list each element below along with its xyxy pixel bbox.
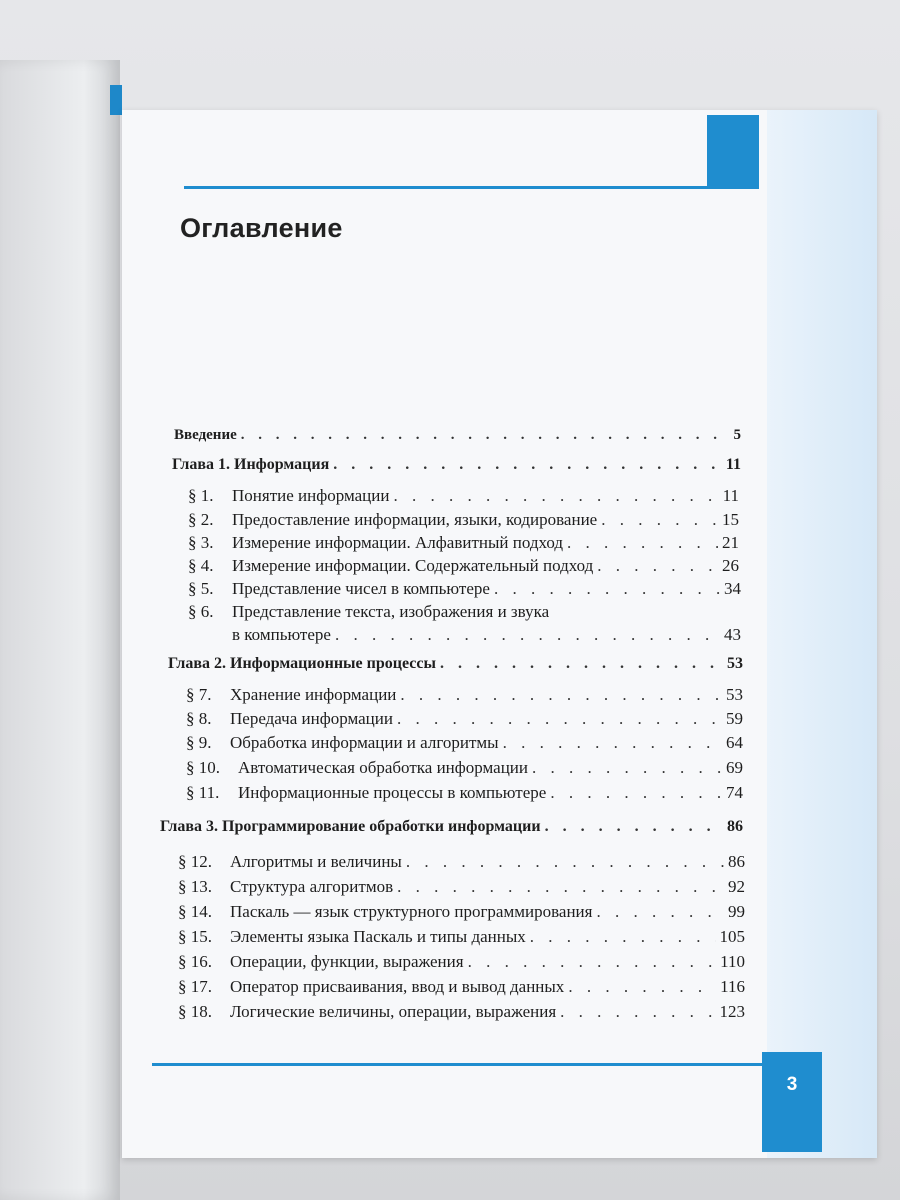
dot-leader [601, 510, 718, 530]
toc-section-continuation [232, 625, 741, 645]
dot-leader [333, 456, 722, 474]
page-number-tab [762, 1052, 822, 1152]
toc-section [178, 952, 745, 972]
toc-section [186, 733, 743, 753]
toc-entry-title: Глава 2. Информационные процессы [168, 655, 436, 672]
toc-chapter [160, 818, 743, 836]
dot-leader [596, 902, 724, 922]
dot-leader [406, 852, 724, 872]
toc-intro [174, 427, 741, 444]
toc-page-number: 15 [722, 510, 739, 529]
dot-leader [397, 709, 722, 729]
toc-section [178, 902, 745, 922]
toc-entry-title: Глава 1. Информация [172, 456, 330, 473]
table-of-contents [122, 110, 877, 1158]
toc-section-number: § 18. [178, 1002, 212, 1021]
toc-page-number: 53 [726, 685, 743, 704]
dot-leader [400, 685, 722, 705]
footer-rule [152, 1063, 782, 1066]
toc-page-number: 11 [725, 456, 741, 473]
toc-page-number: 26 [722, 556, 739, 575]
toc-entry-title: Понятие информации [232, 486, 390, 505]
page-number: 3 [786, 1074, 798, 1095]
toc-entry-title: Введение [174, 427, 237, 443]
dot-leader [397, 877, 724, 897]
toc-page-number: 105 [719, 927, 745, 946]
toc-page-number: 53 [727, 655, 743, 672]
toc-section [188, 602, 741, 622]
toc-entry-title: Элементы языка Паскаль и типы данных [230, 927, 526, 946]
toc-section [178, 977, 745, 997]
toc-page-number: 43 [724, 625, 741, 644]
toc-section-number: § 15. [178, 927, 212, 946]
dot-leader [550, 783, 722, 803]
toc-page-number: 69 [726, 758, 743, 777]
toc-section-number: § 14. [178, 902, 212, 921]
toc-section-number: § 6. [188, 602, 214, 621]
toc-entry-title: Операции, функции, выражения [230, 952, 464, 971]
toc-page-number: 64 [726, 733, 743, 752]
toc-page-number: 86 [728, 852, 745, 871]
toc-page-number: 74 [726, 783, 743, 802]
toc-section-number: § 4. [188, 556, 214, 575]
toc-section [178, 927, 745, 947]
toc-section [188, 510, 739, 530]
toc-section-number: § 2. [188, 510, 214, 529]
page-title: Оглавление [180, 213, 343, 243]
dot-leader [241, 427, 730, 444]
dot-leader [560, 1002, 715, 1022]
toc-page-number: 34 [724, 579, 741, 598]
toc-entry-title: Автоматическая обработка информации [238, 758, 528, 777]
toc-section-number: § 11. [186, 783, 220, 802]
toc-entry-title: Измерение информации. Алфавитный подход [232, 533, 564, 552]
toc-chapter [172, 456, 741, 474]
dot-leader [568, 977, 716, 997]
toc-entry-title: Передача информации [230, 709, 393, 728]
dot-leader [597, 556, 718, 576]
toc-entry-title: Алгоритмы и величины [230, 852, 402, 871]
toc-entry-title: Паскаль — язык структурного программирования [230, 902, 593, 921]
left-facing-page [0, 60, 120, 1200]
toc-page-number: 5 [733, 427, 741, 443]
toc-page-number: 123 [719, 1002, 745, 1021]
left-page-blue-edge [110, 85, 122, 115]
toc-section [186, 685, 743, 705]
toc-entry-title: Логические величины, операции, выражения [230, 1002, 557, 1021]
toc-chapter [168, 655, 743, 673]
toc-entry-title: Хранение информации [230, 685, 397, 704]
toc-section [188, 533, 739, 553]
toc-page-number: 21 [722, 533, 739, 552]
toc-entry-title: Обработка информации и алгоритмы [230, 733, 499, 752]
toc-page-number: 110 [720, 952, 745, 971]
toc-section-number: § 9. [186, 733, 212, 752]
toc-section-number: § 8. [186, 709, 212, 728]
dot-leader [494, 579, 720, 599]
toc-section [188, 486, 739, 506]
toc-section [178, 1002, 745, 1022]
dot-leader [532, 758, 722, 778]
toc-page-number: 86 [727, 818, 743, 835]
toc-entry-title: Измерение информации. Содержательный подход [232, 556, 594, 575]
toc-section-number: § 5. [188, 579, 214, 598]
toc-entry-title: Структура алгоритмов [230, 877, 394, 896]
toc-entry-title: Глава 3. Программирование обработки информации [160, 818, 541, 835]
toc-section-number: § 10. [186, 758, 220, 777]
dot-leader [503, 733, 722, 753]
toc-section-number: § 3. [188, 533, 214, 552]
toc-section [178, 852, 745, 872]
toc-section [188, 579, 741, 599]
toc-page-number: 99 [728, 902, 745, 921]
toc-section-number: § 13. [178, 877, 212, 896]
toc-section-number: § 16. [178, 952, 212, 971]
toc-section [186, 758, 743, 778]
toc-page-number: 116 [720, 977, 745, 996]
toc-section [188, 556, 739, 576]
dot-leader [530, 927, 716, 947]
toc-page-number: 59 [726, 709, 743, 728]
toc-section [186, 783, 743, 803]
toc-section [178, 877, 745, 897]
toc-entry-title: Оператор присваивания, ввод и вывод данных [230, 977, 565, 996]
toc-entry-title: Представление чисел в компьютере [232, 579, 490, 598]
book-page [122, 110, 877, 1158]
dot-leader [440, 655, 723, 673]
toc-entry-title: Представление текста, изображения и звука [232, 602, 550, 621]
toc-section-number: § 17. [178, 977, 212, 996]
toc-section-number: § 12. [178, 852, 212, 871]
dot-leader [567, 533, 718, 553]
toc-section-number: § 7. [186, 685, 212, 704]
dot-leader [545, 818, 723, 836]
toc-page-number: 11 [722, 486, 739, 505]
toc-page-number: 92 [728, 877, 745, 896]
dot-leader [468, 952, 717, 972]
dot-leader [335, 625, 720, 645]
dot-leader [393, 486, 718, 506]
toc-entry-title: Предоставление информации, языки, кодирование [232, 510, 598, 529]
toc-entry-title: Информационные процессы в компьютере [238, 783, 547, 802]
toc-entry-title-line2: в компьютере [232, 625, 331, 644]
toc-section-number: § 1. [188, 486, 214, 505]
toc-section [186, 709, 743, 729]
